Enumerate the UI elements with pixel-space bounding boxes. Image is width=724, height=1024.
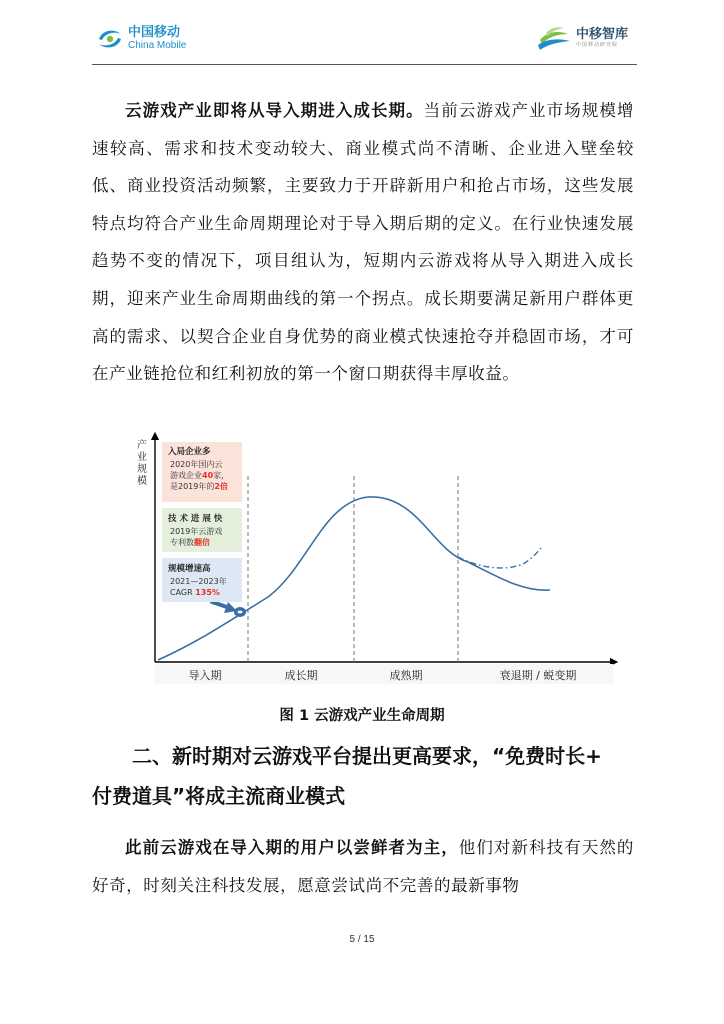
section-heading xyxy=(92,736,652,816)
think-tank-subtitle: 中国移动研究院 xyxy=(576,42,619,48)
info-box-line xyxy=(170,481,228,491)
info-box-title: 规模增速高 xyxy=(168,564,211,574)
china-mobile-name-en: China Mobile xyxy=(128,40,187,51)
paragraph-1 xyxy=(92,92,634,393)
current-position-marker xyxy=(234,607,246,617)
info-box-title: 技 术 进 展 快 xyxy=(168,514,223,524)
info-box-line: 2019年云游戏 xyxy=(170,527,223,536)
figure-caption: 图 1 云游戏产业生命周期 xyxy=(279,708,445,724)
info-box-text: 家， xyxy=(213,471,230,480)
china-mobile-logo-icon xyxy=(96,27,124,51)
section-heading-line-2: 付费道具”将成主流商业模式 xyxy=(92,784,346,808)
info-box-line xyxy=(170,537,210,547)
china-mobile-logo xyxy=(96,26,186,51)
y-label-char: 规 xyxy=(137,464,147,475)
y-axis-label xyxy=(137,438,147,487)
info-box-highlight: 135% xyxy=(195,588,220,597)
info-box-patents xyxy=(162,508,242,552)
info-box-text: 专利数 xyxy=(170,538,194,547)
info-box-title: 入局企业多 xyxy=(168,447,211,457)
phase-dividers xyxy=(248,476,458,662)
y-label-char: 产 xyxy=(137,440,147,451)
paragraph-1-text: 当前云游戏产业市场规模增速较高、需求和技术变动较大、商业模式尚不清晰、企业进入壁垒较低、商业投资活动频繁，主要致力于开辟新用户和抢占市场，这些发展特点均符合产业生命周期理论对于导入期后期的定义。在行业快速发展趋势不变的情况下，项目组认为，短期内云游戏将从导入期进入成长期，迎来产业生命周期曲线的第一个拐点。成长期要满足新用户群体更高的需求、以契合企业自身优势的商业模式快速抢夺并稳固市场，才可在产业链抢位和红利初放的第一个窗口期获得丰厚收益。 xyxy=(92,101,635,384)
info-box-companies xyxy=(162,442,242,502)
paragraph-2-lead: 此前云游戏在导入期的用户以尝鲜者为主， xyxy=(125,838,459,857)
phase-label-mature: 成熟期 xyxy=(389,669,423,682)
phase-label-growth: 成长期 xyxy=(284,669,318,682)
phase-label-intro: 导入期 xyxy=(188,669,222,682)
paragraph-2-text: 他们对新科技有天然的好奇，时刻关注科技发展，愿意尝试尚不完善的最新事物 xyxy=(92,838,635,895)
page-number: 5 / 15 xyxy=(349,934,375,945)
info-box-highlight: 40 xyxy=(202,471,214,480)
info-box-line: 2020年国内云 xyxy=(170,460,223,469)
y-label-char: 模 xyxy=(137,476,147,487)
phase-label-decline: 衰退期 / 蜕变期 xyxy=(499,669,577,682)
think-tank-logo xyxy=(536,24,628,52)
transformation-curve xyxy=(458,548,541,568)
info-box-highlight: 翻倍 xyxy=(194,538,210,547)
paragraph-1-lead: 云游戏产业即将从导入期进入成长期。 xyxy=(125,101,424,120)
lifecycle-chart xyxy=(118,432,618,692)
paragraph-2 xyxy=(92,829,634,904)
info-box-highlight: 2倍 xyxy=(214,482,228,491)
section-heading-line-1: 二、新时期对云游戏平台提出更高要求，“免费时长+ xyxy=(132,744,602,768)
lifecycle-figure xyxy=(118,432,618,692)
info-box-text: 游戏企业 xyxy=(170,471,202,480)
china-mobile-name: 中国移动 xyxy=(128,25,181,40)
info-box-growth xyxy=(162,558,242,602)
info-box-text: CAGR xyxy=(170,588,196,597)
info-box-line xyxy=(170,470,229,481)
info-box-text: 是2019年的 xyxy=(170,482,215,491)
think-tank-name: 中移智库 xyxy=(576,27,629,42)
header-rule xyxy=(92,64,637,65)
info-box-line: 2021—2023年 xyxy=(170,577,227,586)
info-box-line xyxy=(170,588,220,597)
think-tank-logo-icon xyxy=(536,24,572,52)
page-header xyxy=(0,0,724,64)
y-label-char: 业 xyxy=(137,452,147,463)
